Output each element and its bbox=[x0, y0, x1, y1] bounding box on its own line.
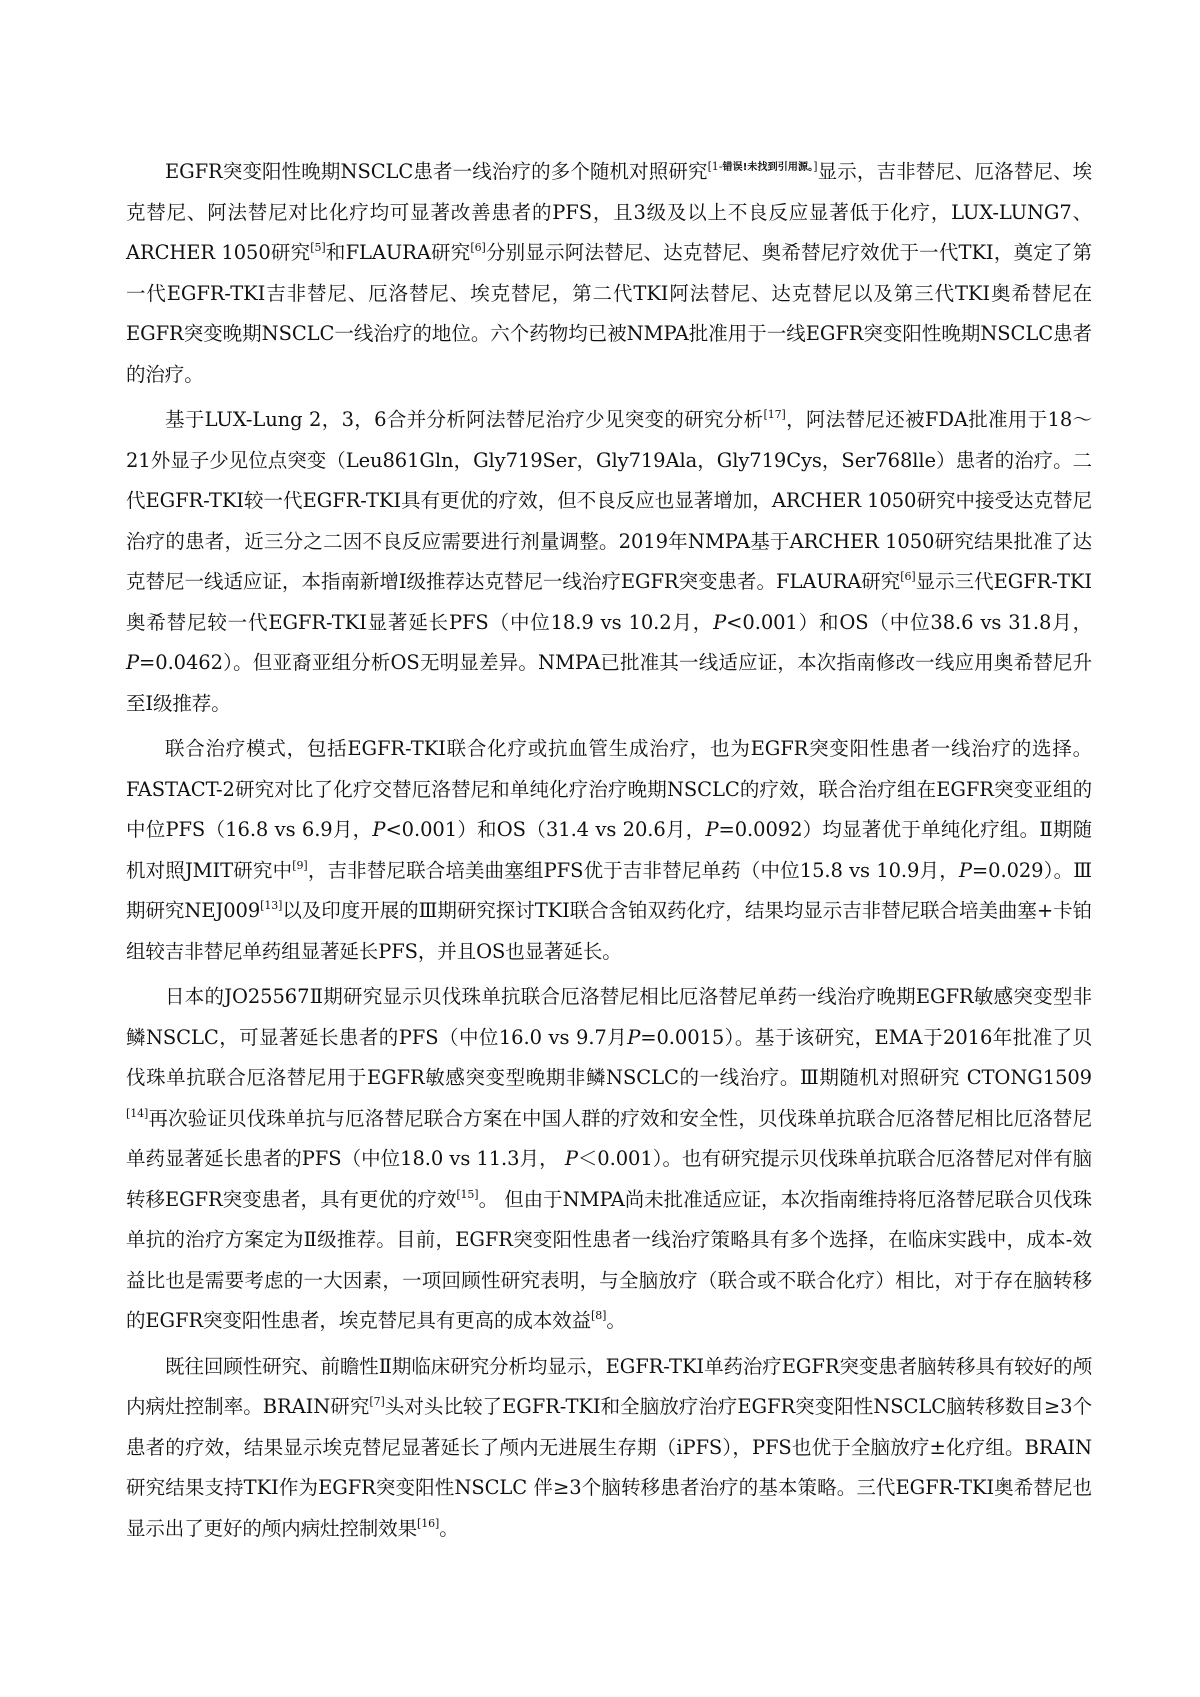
text-run: 头对头比较了EGFR-TKI和全脑放疗治疗EGFR突变阳性NSCLC脑转移数目≥3个患者的疗效，结果显示埃克替尼显著延长了颅内无进展生存期（iPFS），PFS也优于全脑放疗±化疗组。BRAIN研究结果支持TKI作为EGFR突变阳性NSCLC 伴≥3个脑转移患者治疗的基本策略。三代EGFR-TKI奥希替尼也显示出了更好的颅内病灶控制效果 bbox=[126, 1395, 1092, 1540]
paragraph-combination-therapy bbox=[126, 729, 1092, 972]
paragraph-bevacizumab-erlotinib bbox=[126, 977, 1092, 1342]
citation-reference: [6] bbox=[470, 241, 486, 254]
citation-reference: [17] bbox=[763, 408, 786, 421]
text-run: 显示，吉非替尼、厄洛替尼、埃克替尼、阿法替尼对比化疗均可显著改善患者的PFS，且3级及以上不良反应显著低于化疗，LUX-LUNG7、ARCHER 1050研究 bbox=[126, 160, 1092, 264]
text-run: ，阿法替尼还被FDA批准用于18～21外显子少见位点突变（Leu861Gln，Gly719Ser，Gly719Ala，Gly719Cys，Ser768lle）患者的治疗。二代EGFR-TKI较一代EGFR-TKI具有更优的疗效，但不良反应也显著增加，ARCHER 1050研究中接受达克替尼治疗的患者，近三分之二因不良反应需要进行剂量调整。2019年NMPA基于ARCHER 1050研究结果批准了达克替尼一线适应证，本指南新增Ⅰ级推荐达克替尼一线治疗EGFR突变患者。FLAURA研究 bbox=[126, 408, 1092, 593]
p-value-symbol: P bbox=[705, 818, 719, 841]
citation-reference: [8] bbox=[591, 1309, 607, 1322]
citation-error-text: 错误!未找到引用源。 bbox=[722, 162, 814, 173]
paragraph-afatinib-uncommon-mutations bbox=[126, 400, 1092, 724]
citation-reference: [7] bbox=[369, 1395, 385, 1408]
citation-reference: [15] bbox=[456, 1187, 479, 1201]
citation-reference: [1- bbox=[707, 160, 723, 173]
text-run: 日本的JO25567Ⅱ期研究显示贝伐珠单抗联合厄洛替尼相比厄洛替尼单药一线治疗晚期EGFR敏感突变型非鳞NSCLC，可显著延长患者的PFS（中位16.0 vs 9.7月 bbox=[126, 985, 1092, 1049]
text-run: <0.001）和OS（中位38.6 vs 31.8月， bbox=[726, 610, 1092, 634]
paragraph-egfr-first-line bbox=[126, 152, 1092, 395]
text-run: 。 bbox=[606, 1309, 626, 1332]
citation-reference: ] bbox=[813, 160, 818, 173]
text-run: =0.0462）。但亚裔亚组分析OS无明显差异。NMPA已批准其一线适应证，本次指南修改一线应用奥希替尼升至Ⅰ级推荐。 bbox=[126, 651, 1092, 715]
text-run: 分别显示阿法替尼、达克替尼、奥希替尼疗效优于一代TKI，奠定了第一代EGFR-TKI吉非替尼、厄洛替尼、埃克替尼，第二代TKI阿法替尼、达克替尼以及第三代TKI奥希替尼在EGFR突变晚期NSCLC一线治疗的地位。六个药物均已被NMPA批准用于一线EGFR突变阳性晚期NSCLC患者的治疗。 bbox=[126, 241, 1092, 386]
text-run: EGFR突变阳性晚期NSCLC患者一线治疗的多个随机对照研究 bbox=[165, 160, 708, 183]
text-run: <0.001）和OS（31.4 vs 20.6月， bbox=[385, 818, 706, 841]
text-run: 显示三代EGFR-TKI奥希替尼较一代EGFR-TKI显著延长PFS（中位18.9 vs 10.2月， bbox=[126, 570, 1092, 634]
text-run: 以及印度开展的Ⅲ期研究探讨TKI联合含铂双药化疗，结果均显示吉非替尼联合培美曲塞+卡铂组较吉非替尼单药组显著延长PFS，并且OS也显著延长。 bbox=[126, 899, 1092, 963]
text-run: 。 bbox=[439, 1516, 459, 1540]
text-run: ＜0.001）。也有研究提示贝伐珠单抗联合厄洛替尼对伴有脑转移EGFR突变患者，具有更优的疗效 bbox=[126, 1147, 1092, 1211]
p-value-symbol: P bbox=[564, 1147, 578, 1170]
text-run: ，吉非替尼联合培美曲塞组PFS优于吉非替尼单药（中位15.8 vs 10.9月， bbox=[307, 858, 959, 882]
text-run: =0.0015）。基于该研究，EMA于2016年批准了贝伐珠单抗联合厄洛替尼用于EGFR敏感突变型晚期非鳞NSCLC的一线治疗。Ⅲ期随机对照研究 CTONG1509 bbox=[126, 1025, 1092, 1089]
citation-reference: [13] bbox=[260, 899, 283, 912]
citation-reference: [5] bbox=[310, 241, 326, 254]
text-run: 再次验证贝伐珠单抗与厄洛替尼联合方案在中国人群的疗效和安全性，贝伐珠单抗联合厄洛替尼相比厄洛替尼单药显著延长患者的PFS（中位18.0 vs 11.3月， bbox=[126, 1106, 1092, 1170]
p-value-symbol: P bbox=[372, 818, 386, 841]
p-value-symbol: P bbox=[126, 651, 140, 674]
text-run: 联合治疗模式，包括EGFR-TKI联合化疗或抗血管生成治疗，也为EGFR突变阳性患者一线治疗的选择。FASTACT-2研究对比了化疗交替厄洛替尼和单纯化疗治疗晚期NSCLC的疗效，联合治疗组在EGFR突变亚组的中位PFS（16.8 vs 6.9月， bbox=[126, 737, 1092, 841]
text-run: 。 但由于NMPA尚未批准适应证，本次指南维持将厄洛替尼联合贝伐珠单抗的治疗方案定为Ⅱ级推荐。目前，EGFR突变阳性患者一线治疗策略具有多个选择，在临床实践中，成本-效益比也是需要考虑的一大因素，一项回顾性研究表明，与全脑放疗（联合或不联合化疗）相比，对于存在脑转移的EGFR突变阳性患者，埃克替尼具有更高的成本效益 bbox=[126, 1187, 1092, 1332]
citation-reference: [9] bbox=[292, 858, 308, 872]
citation-reference: [16] bbox=[417, 1516, 440, 1530]
p-value-symbol: P bbox=[627, 1025, 641, 1049]
citation-reference: [6] bbox=[900, 570, 916, 583]
text-run: =0.029）。Ⅲ期研究NEJ009 bbox=[126, 858, 1092, 922]
p-value-symbol: P bbox=[958, 858, 972, 882]
citation-reference: [14] bbox=[126, 1106, 149, 1120]
text-run: 和FLAURA研究 bbox=[325, 241, 471, 264]
paragraph-brain-metastasis bbox=[126, 1347, 1092, 1550]
body-text bbox=[126, 152, 1092, 1549]
text-run: =0.0092）均显著优于单纯化疗组。Ⅱ期随机对照JMIT研究中 bbox=[126, 818, 1093, 882]
text-run: 既往回顾性研究、前瞻性Ⅱ期临床研究分析均显示，EGFR-TKI单药治疗EGFR突变患者脑转移具有较好的颅内病灶控制率。BRAIN研究 bbox=[126, 1354, 1092, 1418]
p-value-symbol: P bbox=[713, 610, 727, 634]
text-run: 基于LUX-Lung 2，3，6合并分析阿法替尼治疗少见突变的研究分析 bbox=[165, 408, 764, 431]
